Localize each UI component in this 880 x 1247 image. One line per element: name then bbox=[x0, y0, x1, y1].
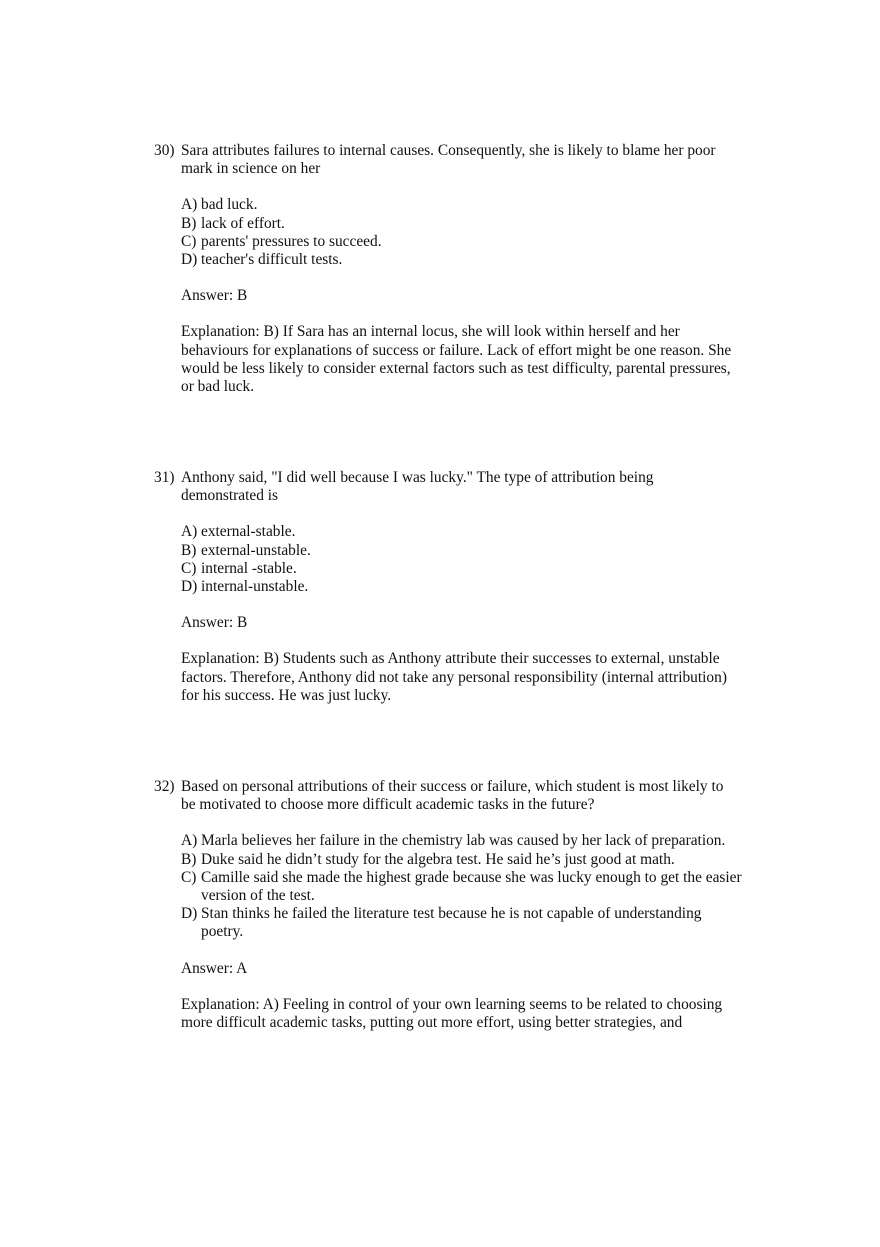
question-32 bbox=[154, 778, 754, 1032]
choice-letter: D) bbox=[181, 578, 198, 596]
choice-text: external-stable. bbox=[201, 523, 296, 541]
choice-list bbox=[181, 196, 754, 269]
choice-c bbox=[181, 869, 754, 905]
choice-list bbox=[181, 832, 754, 941]
choice-text: bad luck. bbox=[201, 196, 258, 214]
explanation bbox=[181, 996, 754, 1032]
question-number: 30) bbox=[154, 142, 175, 159]
choice-text: Duke said he didn’t study for the algebra test. He said he’s just good at math. bbox=[201, 850, 675, 868]
explanation-line: would be less likely to consider external factors such as test difficulty, parental pressures, bbox=[181, 359, 731, 377]
choice-text: internal -stable. bbox=[201, 559, 297, 577]
stem-line: Sara attributes failures to internal causes. Consequently, she is likely to blame her poor bbox=[181, 142, 716, 159]
stem-line: mark in science on her bbox=[181, 160, 321, 178]
choice-letter: C) bbox=[181, 868, 197, 886]
stem-line: Based on personal attributions of their success or failure, which student is most likely to bbox=[181, 778, 724, 795]
choice-text: external-unstable. bbox=[201, 541, 311, 559]
answer-line: Answer: A bbox=[181, 959, 248, 977]
choice-text: Stan thinks he failed the literature test because he is not capable of understanding poetry. bbox=[201, 905, 702, 941]
choice-letter: D) bbox=[181, 251, 198, 269]
choice-letter: A) bbox=[181, 832, 198, 850]
choice-text: teacher's difficult tests. bbox=[201, 251, 343, 269]
choice-a bbox=[181, 832, 754, 850]
answer-line: Answer: B bbox=[181, 287, 248, 305]
choice-a bbox=[181, 523, 754, 541]
choice-text: lack of effort. bbox=[201, 214, 285, 232]
question-stem bbox=[154, 469, 754, 505]
choice-text: Camille said she made the highest grade because she was lucky enough to get the easier version of the test. bbox=[201, 868, 742, 905]
question-31 bbox=[154, 469, 754, 705]
choice-letter: B) bbox=[181, 541, 197, 559]
stem-line: Anthony said, "I did well because I was lucky." The type of attribution being bbox=[181, 469, 654, 486]
choice-a bbox=[181, 196, 754, 214]
answer-line: Answer: B bbox=[181, 614, 248, 632]
choice-b bbox=[181, 542, 754, 560]
question-30 bbox=[154, 142, 754, 396]
question-stem bbox=[154, 778, 754, 814]
explanation-line: Explanation: B) If Sara has an internal locus, she will look within herself and her bbox=[181, 323, 680, 341]
choice-letter: A) bbox=[181, 196, 198, 214]
choice-letter: C) bbox=[181, 232, 197, 250]
choice-c bbox=[181, 233, 754, 251]
explanation-line: Explanation: B) Students such as Anthony attribute their successes to external, unstable bbox=[181, 650, 720, 668]
stem-line: be motivated to choose more difficult academic tasks in the future? bbox=[181, 796, 595, 814]
question-stem bbox=[154, 142, 754, 178]
choice-letter: C) bbox=[181, 559, 197, 577]
explanation bbox=[181, 323, 754, 396]
choice-letter: D) bbox=[181, 905, 198, 923]
choice-d bbox=[181, 578, 754, 596]
explanation-line: Explanation: A) Feeling in control of your own learning seems to be related to choosing bbox=[181, 995, 723, 1013]
choice-text: internal-unstable. bbox=[201, 578, 309, 596]
choice-letter: B) bbox=[181, 850, 197, 868]
explanation-line: behaviours for explanations of success or failure. Lack of effort might be one reason. She bbox=[181, 341, 732, 359]
choice-d bbox=[181, 905, 754, 941]
question-number: 32) bbox=[154, 778, 175, 795]
choice-letter: B) bbox=[181, 214, 197, 232]
choice-b bbox=[181, 851, 754, 869]
explanation-line: more difficult academic tasks, putting out more effort, using better strategies, and bbox=[181, 1014, 683, 1032]
explanation-line: for his success. He was just lucky. bbox=[181, 686, 392, 704]
choice-b bbox=[181, 215, 754, 233]
choice-text: parents' pressures to succeed. bbox=[201, 232, 382, 250]
explanation bbox=[181, 650, 754, 705]
choice-c bbox=[181, 560, 754, 578]
choice-letter: A) bbox=[181, 523, 198, 541]
stem-line: demonstrated is bbox=[181, 487, 279, 505]
choice-list bbox=[181, 523, 754, 596]
question-number: 31) bbox=[154, 469, 175, 486]
choice-text: Marla believes her failure in the chemistry lab was caused by her lack of preparation. bbox=[201, 832, 726, 850]
choice-d bbox=[181, 251, 754, 269]
explanation-line: factors. Therefore, Anthony did not take any personal responsibility (internal attribution) bbox=[181, 668, 727, 686]
explanation-line: or bad luck. bbox=[181, 378, 255, 396]
